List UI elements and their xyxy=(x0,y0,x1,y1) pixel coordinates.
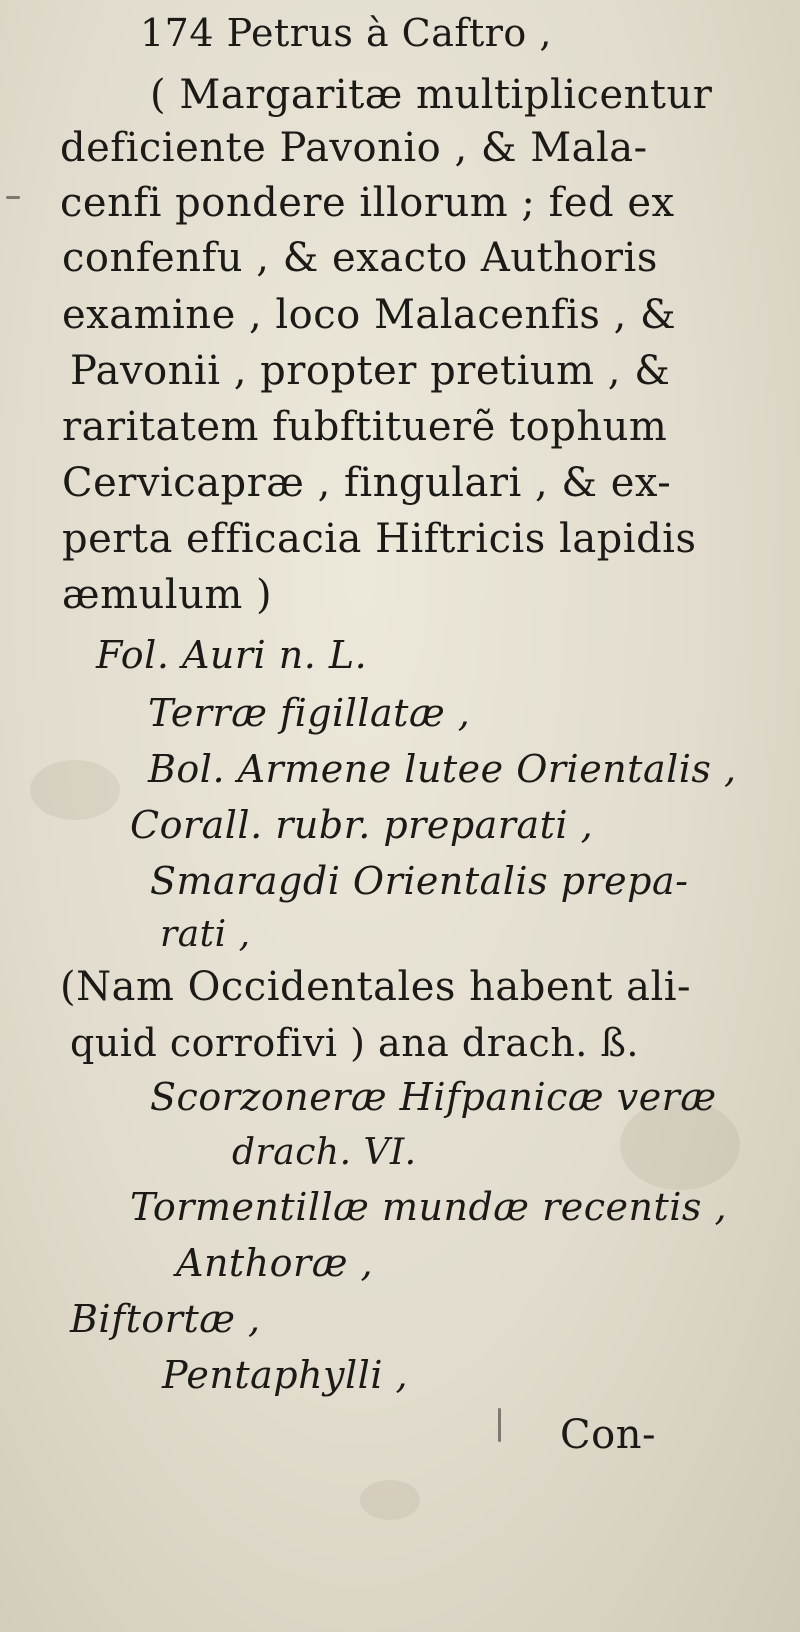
text-line: Cervicapræ , fingulari , & ex- xyxy=(62,460,672,506)
text-line: æmulum ) xyxy=(62,572,273,618)
recipe-line: drach. VI. xyxy=(232,1132,417,1173)
recipe-line: Anthoræ , xyxy=(176,1241,374,1285)
recipe-line: Scorzoneræ Hifpanicæ veræ xyxy=(150,1075,717,1119)
text-line: examine , loco Malacenfis , & xyxy=(62,292,677,338)
text-line: confenfu , & exacto Authoris xyxy=(62,235,658,281)
text-line: ( Margaritæ multiplicentur xyxy=(150,72,713,118)
text-line: deficiente Pavonio , & Mala- xyxy=(60,125,648,171)
text-line: Pavonii , propter pretium , & xyxy=(70,348,671,394)
recipe-line: Pentaphylli , xyxy=(162,1353,409,1397)
text-line: quid corrofivi ) ana drach. ß. xyxy=(70,1021,639,1065)
recipe-line: rati , xyxy=(160,914,251,955)
text-line: perta efficacia Hiftricis lapidis xyxy=(62,516,697,562)
text-line: (Nam Occidentales habent ali- xyxy=(60,964,692,1010)
recipe-line: Terræ figillatæ , xyxy=(148,691,471,735)
catchword: Con- xyxy=(560,1412,656,1458)
recipe-line: Fol. Auri n. L. xyxy=(96,633,368,677)
recipe-line: Smaragdi Orientalis prepa- xyxy=(150,859,689,903)
recipe-line: Bol. Armene lutee Orientalis , xyxy=(148,747,737,791)
recipe-line: Tormentillæ mundæ recentis , xyxy=(130,1185,728,1229)
text-line: raritatem fubftituerẽ tophum xyxy=(62,404,668,450)
recipe-line: Biftortæ , xyxy=(70,1297,261,1341)
recipe-line: Corall. rubr. preparati , xyxy=(130,803,594,847)
text-line: cenfi pondere illorum ; fed ex xyxy=(60,180,675,226)
running-header: 174 Petrus à Caftro , xyxy=(140,11,552,55)
